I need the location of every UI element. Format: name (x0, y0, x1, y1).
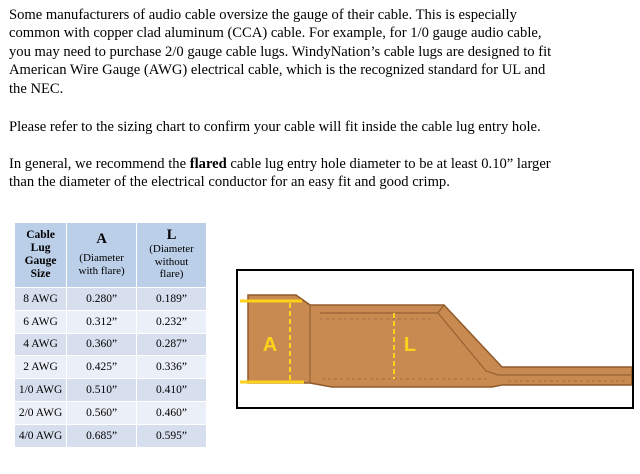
cell-l: 0.189” (137, 288, 207, 311)
cell-size: 4/0 AWG (15, 424, 67, 447)
intro-p3-after: cable lug entry hole diameter to be at least 0.10” larger (226, 156, 551, 172)
header-l (137, 223, 207, 288)
intro-p3-bold: flared (189, 156, 227, 172)
header-l-desc: flare) (159, 268, 184, 281)
table-row (15, 424, 207, 447)
cell-size: 6 AWG (15, 310, 67, 333)
cell-a: 0.425” (67, 356, 137, 379)
intro-p3-line1 (9, 155, 631, 173)
cell-size: 8 AWG (15, 288, 67, 311)
sizing-chart-table (14, 222, 207, 448)
intro-paragraph-3 (9, 155, 631, 192)
header-size-line: Cable (26, 229, 55, 241)
header-a (67, 223, 137, 288)
intro-p1-line: common with copper clad aluminum (CCA) cable. For example, for 1/0 gauge audio cable, (9, 25, 542, 42)
header-size-line: Lug (30, 242, 51, 254)
cell-a: 0.312” (67, 310, 137, 333)
intro-paragraph-2: Please refer to the sizing chart to confirm your cable will fit inside the cable lug entry hole. (9, 119, 541, 135)
intro-p1-line: the NEC. (9, 80, 64, 97)
intro-p1-line: Some manufacturers of audio cable oversize the gauge of their cable. This is especially (9, 7, 517, 23)
cell-l: 0.410” (137, 379, 207, 402)
cell-size: 2 AWG (15, 356, 67, 379)
cell-l: 0.595” (137, 424, 207, 447)
cell-l: 0.232” (137, 310, 207, 333)
header-size-line: Size (30, 268, 51, 280)
table-row (15, 288, 207, 311)
header-a-desc: (Diameter (79, 252, 124, 264)
cable-lug-diagram (236, 269, 634, 409)
cell-a: 0.510” (67, 379, 137, 402)
intro-p1-line: American Wire Gauge (AWG) electrical cable, which is the recognized standard for UL and (9, 62, 546, 79)
header-a-letter: A (96, 231, 107, 247)
cell-size: 2/0 AWG (15, 401, 67, 424)
table-row (15, 333, 207, 356)
header-cable-lug-size (15, 223, 67, 288)
cell-l: 0.460” (137, 401, 207, 424)
cell-a: 0.685” (67, 424, 137, 447)
cell-l: 0.287” (137, 333, 207, 356)
cell-a: 0.360” (67, 333, 137, 356)
dimension-l-label: L (403, 334, 417, 356)
cell-size: 4 AWG (15, 333, 67, 356)
intro-p1-line: you may need to purchase 2/0 gauge cable lugs. WindyNation’s cable lugs are designed to fit (9, 43, 552, 60)
table-row (15, 356, 207, 379)
intro-p3-line2: than the diameter of the electrical conductor for an easy fit and good crimp. (9, 174, 450, 191)
cable-lug-svg (238, 271, 632, 407)
table-row (15, 379, 207, 402)
intro-paragraph-1 (9, 6, 631, 98)
cell-a: 0.280” (67, 288, 137, 311)
lug-body (248, 295, 632, 387)
header-a-desc: with flare) (78, 264, 125, 277)
intro-p3-before: In general, we recommend the (9, 156, 190, 172)
cell-l: 0.336” (137, 356, 207, 379)
table-row (15, 310, 207, 333)
header-l-letter: L (166, 227, 177, 244)
cell-size: 1/0 AWG (15, 379, 67, 402)
cell-a: 0.560” (67, 401, 137, 424)
header-l-desc: without (154, 255, 189, 268)
table-row (15, 401, 207, 424)
dimension-a-label: A (262, 334, 278, 356)
header-l-desc: (Diameter (149, 243, 194, 256)
header-size-line: Gauge (24, 255, 57, 267)
